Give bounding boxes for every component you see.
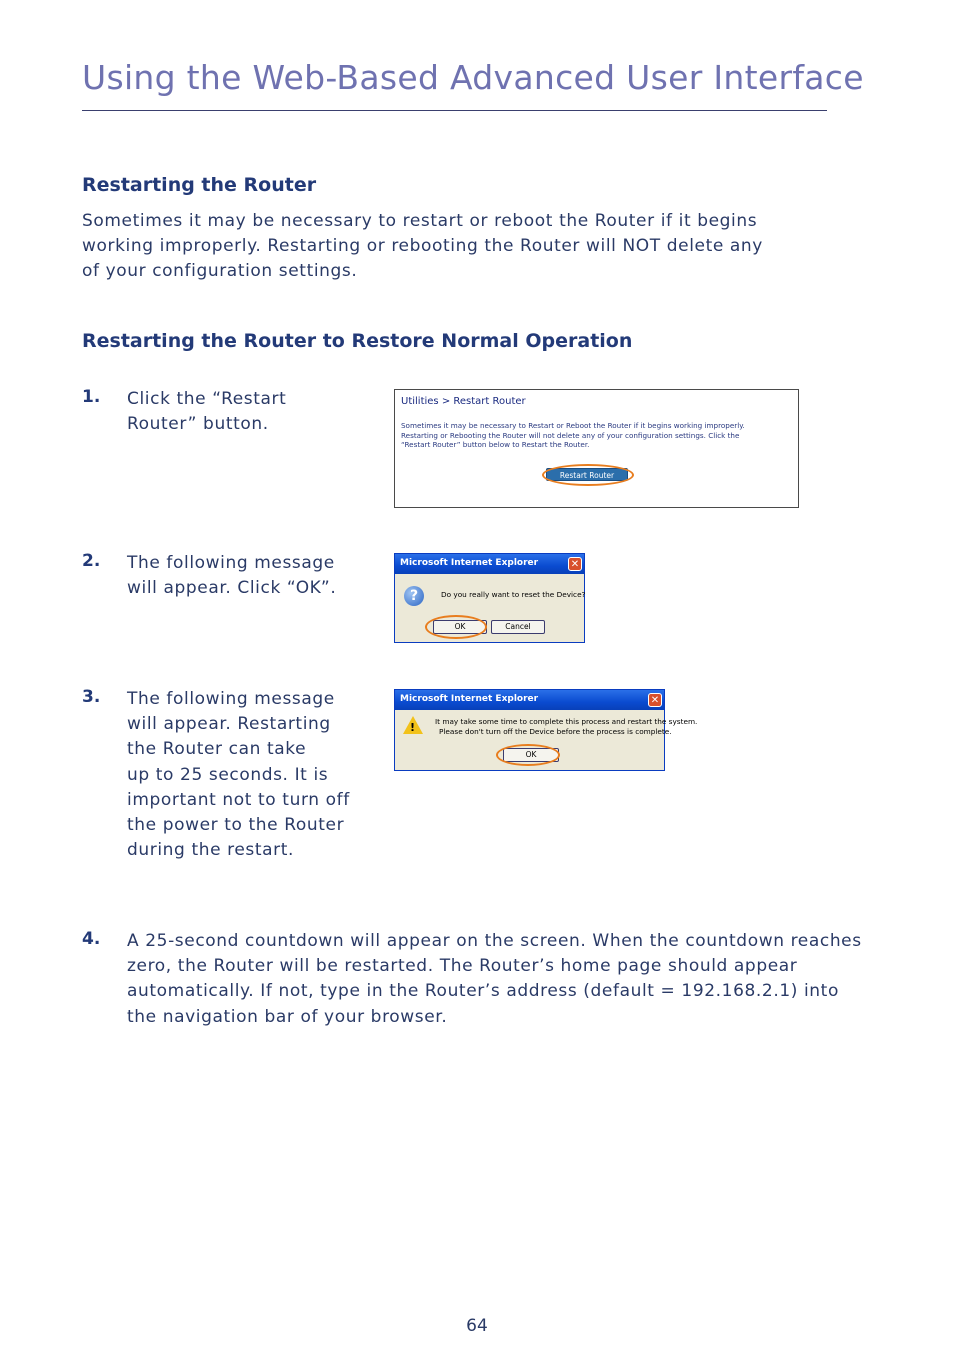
close-icon[interactable]: ✕ bbox=[648, 693, 662, 707]
step-line: up to 25 seconds. It is bbox=[127, 764, 329, 785]
ok-button[interactable]: OK bbox=[433, 620, 487, 634]
step-line: will appear. Restarting bbox=[127, 714, 331, 735]
step-line: A 25-second countdown will appear on the screen. When the countdown reaches bbox=[127, 931, 862, 951]
step-line: the power to the Router bbox=[127, 815, 345, 836]
step-line: the Router can take bbox=[127, 739, 307, 760]
dialog-message: Do you really want to reset the Device? bbox=[441, 590, 586, 599]
section-heading-restarting: Restarting the Router bbox=[82, 174, 317, 196]
intro-line: working improperly. Restarting or rebooting the Router will NOT delete any bbox=[82, 236, 763, 257]
title-rule bbox=[82, 110, 827, 111]
step-line: during the restart. bbox=[127, 840, 295, 861]
step-text bbox=[127, 551, 336, 601]
step-line: zero, the Router will be restarted. The Router’s home page should appear bbox=[127, 956, 798, 977]
question-icon: ? bbox=[404, 586, 424, 606]
step-number: 3. bbox=[82, 687, 101, 707]
dialog-title-bar bbox=[395, 554, 584, 574]
step-line: important not to turn off bbox=[127, 789, 350, 810]
close-icon[interactable]: ✕ bbox=[568, 557, 582, 571]
step-line: will appear. Click “OK”. bbox=[127, 578, 337, 599]
intro-line: of your configuration settings. bbox=[82, 261, 358, 282]
restart-message bbox=[401, 421, 745, 450]
page-title: Using the Web-Based Advanced User Interface bbox=[82, 58, 864, 97]
step-line: The following message bbox=[127, 689, 335, 709]
message-line: It may take some time to complete this process and restart the system. bbox=[435, 717, 698, 726]
page-number: 64 bbox=[466, 1316, 488, 1336]
step-text bbox=[127, 387, 286, 437]
section-intro bbox=[82, 209, 763, 285]
highlight-ring bbox=[542, 464, 634, 486]
dialog-title: Microsoft Internet Explorer bbox=[400, 694, 539, 704]
dialog-message bbox=[435, 717, 697, 736]
message-line: “Restart Router” button below to Restart the Router. bbox=[401, 440, 590, 450]
step-line: Router” button. bbox=[127, 414, 269, 435]
step-line: The following message bbox=[127, 553, 335, 573]
restart-router-button[interactable]: Restart Router bbox=[546, 468, 628, 481]
step-number: 2. bbox=[82, 551, 101, 571]
breadcrumb: Utilities > Restart Router bbox=[401, 396, 526, 407]
highlight-ring bbox=[425, 615, 487, 639]
highlight-ring bbox=[496, 744, 560, 766]
restart-router-screenshot bbox=[394, 389, 799, 508]
step-line: Click the “Restart bbox=[127, 389, 287, 409]
warning-mark: ! bbox=[410, 721, 416, 734]
confirm-reset-dialog bbox=[394, 553, 585, 643]
message-line: Sometimes it may be necessary to Restart or Reboot the Router if it begins working improperly. bbox=[401, 421, 745, 430]
step-number: 4. bbox=[82, 929, 101, 949]
step-number: 1. bbox=[82, 387, 101, 407]
step-line: automatically. If not, type in the Router’s address (default = 192.168.2.1) into bbox=[127, 981, 839, 1002]
step-text bbox=[127, 687, 350, 863]
step-text bbox=[127, 929, 862, 1030]
section-heading-restore: Restarting the Router to Restore Normal Operation bbox=[82, 330, 633, 352]
message-line: Restarting or Rebooting the Router will not delete any of your configuration settings. Click the bbox=[401, 430, 740, 440]
ok-button[interactable]: OK bbox=[503, 748, 559, 762]
restart-warning-dialog bbox=[394, 689, 698, 771]
cancel-button[interactable]: Cancel bbox=[491, 620, 545, 634]
dialog-title-bar bbox=[395, 690, 664, 710]
intro-line: Sometimes it may be necessary to restart or reboot the Router if it begins bbox=[82, 211, 758, 231]
dialog-title: Microsoft Internet Explorer bbox=[400, 558, 539, 568]
message-line: Please don't turn off the Device before the process is complete. bbox=[439, 726, 672, 736]
step-line: the navigation bar of your browser. bbox=[127, 1006, 448, 1027]
